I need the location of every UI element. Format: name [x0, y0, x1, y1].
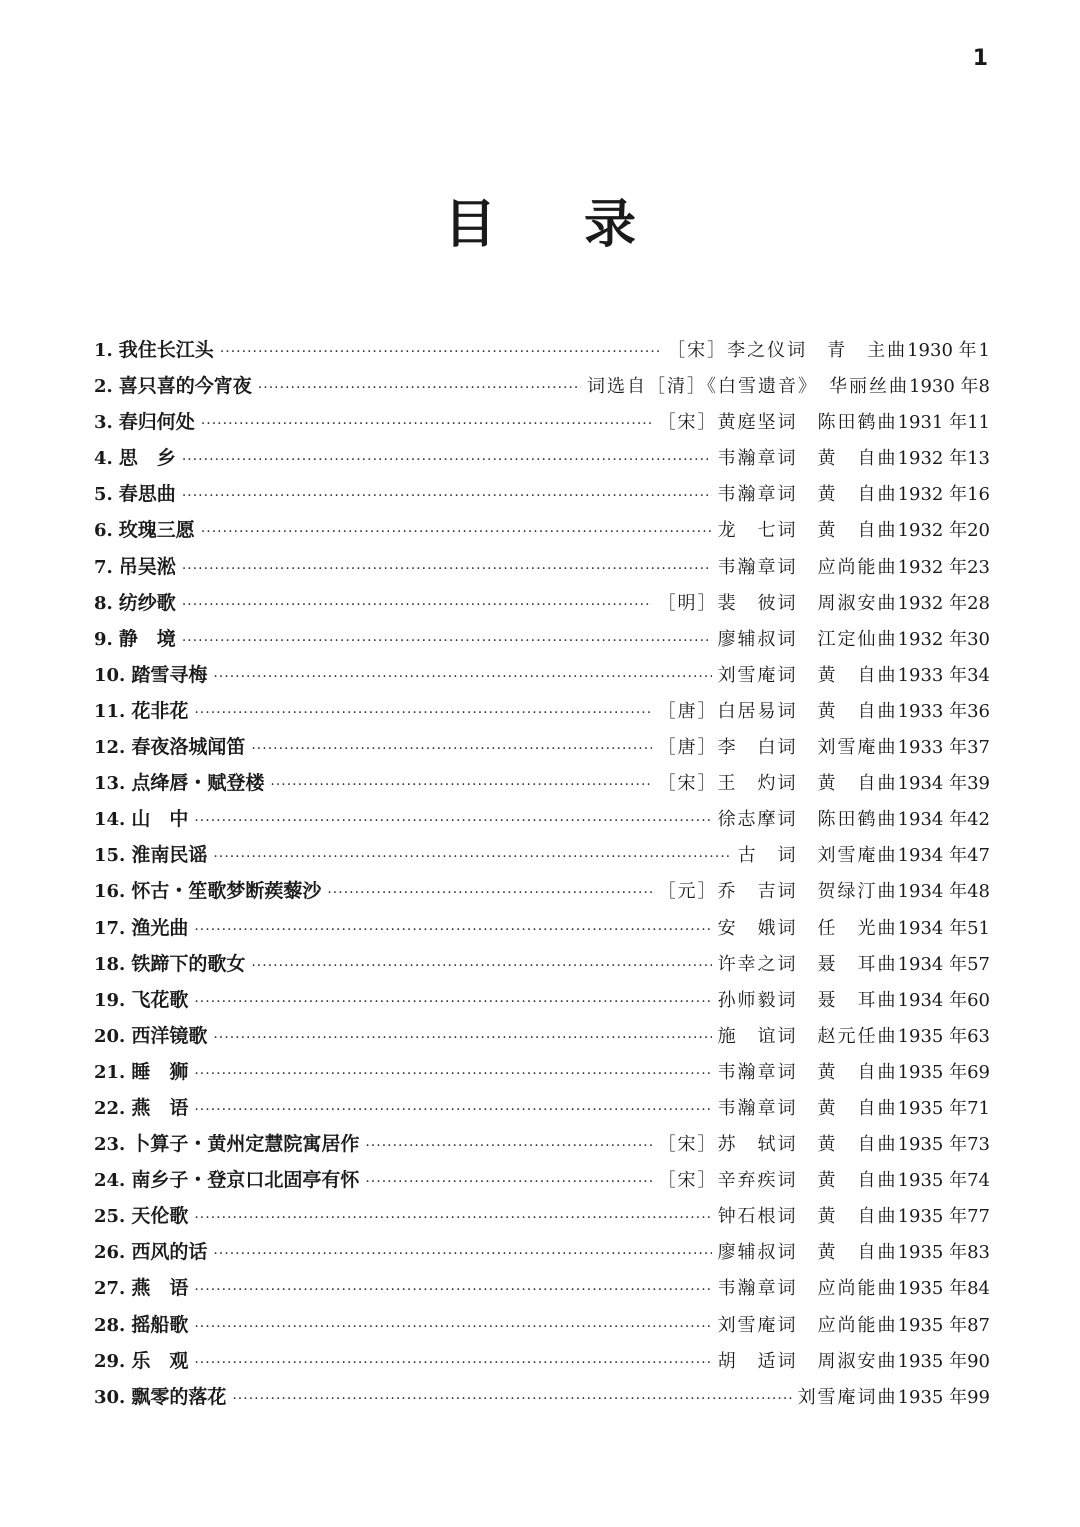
song-credit: 刘雪庵词曲: [797, 1386, 898, 1408]
song-year: 1935 年: [897, 1170, 968, 1192]
song-credit: 古 词 刘雪庵曲: [737, 845, 898, 867]
dot-leader: [182, 452, 712, 468]
entry-page: 20: [967, 520, 990, 542]
song-title: 飞花歌: [131, 988, 189, 1011]
entry-number: 16.: [94, 881, 126, 903]
song-credit: 词选自［清］《白雪遗音》 华丽丝曲: [587, 376, 910, 398]
entry-page: 1: [978, 340, 990, 361]
song-year: 1934 年: [897, 989, 968, 1011]
song-title: 乐 观: [131, 1349, 189, 1372]
song-credit: 孙师毅词 聂 耳曲: [717, 989, 898, 1011]
entry-page: 51: [967, 917, 990, 939]
dot-leader: [365, 1138, 651, 1154]
toc-entry: [94, 949, 990, 985]
dot-leader: [182, 488, 712, 504]
entry-number: 6.: [94, 520, 113, 542]
song-title: 睡 狮: [131, 1060, 189, 1083]
song-title: 踏雪寻梅: [131, 663, 208, 686]
song-year: 1932 年: [897, 592, 968, 614]
dot-leader: [201, 416, 652, 432]
song-credit: 施 谊词 赵元任曲: [717, 1025, 898, 1047]
entry-page: 37: [967, 737, 990, 759]
toc-entry: [94, 1310, 990, 1346]
entry-number: 13.: [94, 773, 126, 795]
song-year: 1934 年: [897, 773, 968, 795]
song-title: 渔光曲: [131, 916, 189, 939]
song-year: 1930 年: [909, 376, 979, 398]
entry-number: 29.: [94, 1350, 126, 1372]
song-credit: ［宋］李之仪词 青 主曲: [667, 340, 908, 361]
song-credit: 韦瀚章词 黄 自曲: [717, 1061, 898, 1083]
toc-entry: [94, 479, 990, 515]
song-year: 1930 年: [907, 340, 977, 361]
song-title: 西风的话: [131, 1241, 208, 1264]
dot-leader: [194, 1066, 711, 1082]
toc-entry: [94, 696, 990, 732]
song-credit: 廖辅叔词 江定仙曲: [717, 628, 898, 650]
entry-number: 24.: [94, 1170, 126, 1192]
toc-entry: [94, 407, 990, 443]
entry-number: 20.: [94, 1025, 126, 1047]
song-credit: 胡 适词 周淑安曲: [717, 1350, 898, 1372]
entry-page: 73: [967, 1134, 990, 1156]
dot-leader: [251, 958, 711, 974]
entry-number: 14.: [94, 809, 126, 831]
song-year: 1934 年: [897, 809, 968, 831]
entry-page: 90: [967, 1350, 990, 1372]
toc-entry: [94, 624, 990, 660]
entry-page: 13: [967, 448, 990, 470]
entry-number: 10.: [94, 664, 126, 686]
toc-entry: [94, 768, 990, 804]
entry-number: 30.: [94, 1386, 126, 1408]
entry-page: 47: [967, 845, 990, 867]
song-credit: 韦瀚章词 黄 自曲: [717, 484, 898, 506]
page-title: 目录: [443, 195, 724, 255]
entry-page: 60: [967, 989, 990, 1011]
dot-leader: [201, 524, 712, 540]
entry-number: 27.: [94, 1278, 126, 1300]
toc-entry: [94, 1201, 990, 1237]
entry-page: 57: [967, 953, 990, 975]
song-title: 思 乡: [118, 447, 176, 470]
dot-leader: [182, 597, 652, 613]
song-year: 1935 年: [897, 1061, 968, 1083]
entry-number: 11.: [94, 700, 126, 722]
toc-entry: [94, 552, 990, 588]
toc-entry: [94, 1237, 990, 1273]
entry-page: 16: [967, 484, 990, 506]
song-credit: 刘雪庵词 应尚能曲: [717, 1314, 898, 1336]
song-credit: ［唐］李 白词 刘雪庵曲: [657, 737, 898, 759]
dot-leader: [194, 922, 711, 938]
song-year: 1934 年: [897, 881, 968, 903]
dot-leader: [213, 1030, 711, 1046]
song-title: 喜只喜的今宵夜: [118, 375, 252, 398]
song-credit: 龙 七词 黄 自曲: [717, 520, 898, 542]
toc-entry: [94, 985, 990, 1021]
entry-number: 25.: [94, 1206, 126, 1228]
dot-leader: [182, 561, 712, 577]
song-credit: 安 娥词 任 光曲: [717, 917, 898, 939]
song-title: 南乡子・登京口北固亭有怀: [131, 1169, 360, 1192]
entry-page: 74: [967, 1170, 990, 1192]
entry-number: 9.: [94, 628, 113, 650]
song-credit: 韦瀚章词 黄 自曲: [717, 1097, 898, 1119]
entry-page: 69: [967, 1061, 990, 1083]
entry-number: 19.: [94, 989, 126, 1011]
song-title: 西洋镜歌: [131, 1024, 208, 1047]
entry-number: 22.: [94, 1097, 126, 1119]
dot-leader: [194, 1282, 711, 1298]
song-year: 1935 年: [897, 1206, 968, 1228]
dot-leader: [194, 705, 651, 721]
entry-page: 11: [967, 412, 990, 434]
toc-entry: [94, 1273, 990, 1309]
song-year: 1935 年: [897, 1134, 968, 1156]
entry-page: 42: [967, 809, 990, 831]
song-year: 1932 年: [897, 448, 968, 470]
song-year: 1932 年: [897, 520, 968, 542]
entry-number: 21.: [94, 1061, 126, 1083]
entry-page: 48: [967, 881, 990, 903]
song-title: 燕 语: [131, 1277, 189, 1300]
entry-page: 84: [967, 1278, 990, 1300]
dot-leader: [327, 885, 651, 901]
dot-leader: [232, 1391, 791, 1407]
toc-entry: [94, 1129, 990, 1165]
song-title: 燕 语: [131, 1096, 189, 1119]
song-title: 纺纱歌: [118, 591, 176, 614]
song-credit: 廖辅叔词 黄 自曲: [717, 1242, 898, 1264]
entry-page: 28: [967, 592, 990, 614]
entry-number: 18.: [94, 953, 126, 975]
song-year: 1935 年: [897, 1314, 968, 1336]
song-year: 1935 年: [897, 1025, 968, 1047]
song-year: 1935 年: [897, 1278, 968, 1300]
entry-number: 7.: [94, 556, 113, 578]
song-title: 花非花: [131, 699, 189, 722]
toc-entry: [94, 443, 990, 479]
song-title: 春思曲: [118, 483, 176, 506]
song-credit: ［宋］苏 轼词 黄 自曲: [657, 1134, 898, 1156]
song-title: 玫瑰三愿: [118, 519, 195, 542]
song-title: 春归何处: [118, 411, 195, 434]
entry-page: 99: [967, 1386, 990, 1408]
entry-number: 23.: [94, 1134, 126, 1156]
toc-entry: [94, 1165, 990, 1201]
entry-number: 17.: [94, 917, 126, 939]
entry-page: 30: [967, 628, 990, 650]
toc-entry: [94, 732, 990, 768]
entry-page: 34: [967, 664, 990, 686]
song-year: 1932 年: [897, 628, 968, 650]
song-credit: 徐志摩词 陈田鹤曲: [717, 809, 898, 831]
song-credit: 韦瀚章词 应尚能曲: [717, 556, 898, 578]
song-credit: ［宋］王 灼词 黄 自曲: [657, 773, 898, 795]
song-title: 飘零的落花: [131, 1385, 227, 1408]
entry-page: 36: [967, 700, 990, 722]
toc-entry: [94, 1057, 990, 1093]
song-title: 山 中: [131, 808, 189, 831]
song-title: 怀古・笙歌梦断蒺藜沙: [131, 880, 322, 903]
song-credit: 韦瀚章词 应尚能曲: [717, 1278, 898, 1300]
song-title: 卜算子・黄州定慧院寓居作: [131, 1133, 360, 1156]
dot-leader: [365, 1174, 651, 1190]
song-credit: ［元］乔 吉词 贺绿汀曲: [657, 881, 898, 903]
entry-number: 15.: [94, 845, 126, 867]
toc-entry: [94, 876, 990, 912]
dot-leader: [270, 777, 651, 793]
dot-leader: [182, 633, 712, 649]
song-credit: 钟石根词 黄 自曲: [717, 1206, 898, 1228]
song-year: 1935 年: [897, 1350, 968, 1372]
dot-leader: [213, 849, 731, 865]
toc-entry: [94, 804, 990, 840]
entry-page: 87: [967, 1314, 990, 1336]
entry-number: 8.: [94, 592, 113, 614]
song-year: 1933 年: [897, 664, 968, 686]
entry-number: 2.: [94, 376, 113, 398]
song-credit: ［唐］白居易词 黄 自曲: [657, 700, 898, 722]
dot-leader: [194, 1319, 711, 1335]
toc-entry: [94, 515, 990, 551]
entry-page: 77: [967, 1206, 990, 1228]
song-title: 点绛唇・赋登楼: [131, 772, 265, 795]
entry-number: 26.: [94, 1242, 126, 1264]
song-credit: ［明］裴 彼词 周淑安曲: [657, 592, 898, 614]
toc-entry: [94, 1093, 990, 1129]
song-year: 1934 年: [897, 953, 968, 975]
dot-leader: [194, 1355, 711, 1371]
song-year: 1932 年: [897, 484, 968, 506]
dot-leader: [194, 1210, 711, 1226]
dot-leader: [220, 344, 661, 360]
dot-leader: [258, 380, 581, 396]
song-credit: ［宋］辛弃疾词 黄 自曲: [657, 1170, 898, 1192]
toc-entry: [94, 371, 990, 407]
page-number: 1: [972, 46, 988, 71]
table-of-contents: [94, 335, 990, 1418]
song-year: 1931 年: [897, 412, 968, 434]
entry-page: 63: [967, 1025, 990, 1047]
toc-entry: [94, 588, 990, 624]
toc-entry: [94, 1021, 990, 1057]
entry-number: 28.: [94, 1314, 126, 1336]
song-year: 1935 年: [897, 1386, 968, 1408]
song-title: 摇船歌: [131, 1313, 189, 1336]
song-title: 吊吴淞: [118, 555, 176, 578]
song-credit: 许幸之词 聂 耳曲: [717, 953, 898, 975]
dot-leader: [194, 813, 711, 829]
dot-leader: [213, 669, 711, 685]
song-year: 1933 年: [897, 700, 968, 722]
entry-page: 23: [967, 556, 990, 578]
song-year: 1933 年: [897, 737, 968, 759]
toc-entry: [94, 840, 990, 876]
dot-leader: [251, 741, 651, 757]
song-year: 1934 年: [897, 917, 968, 939]
song-title: 我住长江头: [118, 339, 214, 361]
song-year: 1935 年: [897, 1242, 968, 1264]
song-credit: 刘雪庵词 黄 自曲: [717, 664, 898, 686]
song-title: 天伦歌: [131, 1205, 189, 1228]
toc-entry: [94, 660, 990, 696]
entry-page: 39: [967, 773, 990, 795]
song-title: 春夜洛城闻笛: [131, 736, 246, 759]
dot-leader: [194, 994, 711, 1010]
song-credit: ［宋］黄庭坚词 陈田鹤曲: [657, 412, 898, 434]
song-credit: 韦瀚章词 黄 自曲: [717, 448, 898, 470]
entry-page: 83: [967, 1242, 990, 1264]
entry-page: 8: [978, 376, 990, 398]
song-year: 1932 年: [897, 556, 968, 578]
song-year: 1934 年: [897, 845, 968, 867]
entry-number: 1.: [94, 340, 113, 361]
toc-entry: [94, 1346, 990, 1382]
song-title: 铁蹄下的歌女: [131, 952, 246, 975]
song-year: 1935 年: [897, 1097, 968, 1119]
entry-number: 5.: [94, 484, 113, 506]
song-title: 淮南民谣: [131, 844, 208, 867]
dot-leader: [213, 1246, 711, 1262]
entry-number: 12.: [94, 737, 126, 759]
toc-entry: [94, 335, 990, 371]
toc-entry: [94, 913, 990, 949]
entry-number: 4.: [94, 448, 113, 470]
entry-number: 3.: [94, 412, 113, 434]
dot-leader: [194, 1102, 711, 1118]
entry-page: 71: [967, 1097, 990, 1119]
song-title: 静 境: [118, 627, 176, 650]
toc-entry: [94, 1382, 990, 1418]
